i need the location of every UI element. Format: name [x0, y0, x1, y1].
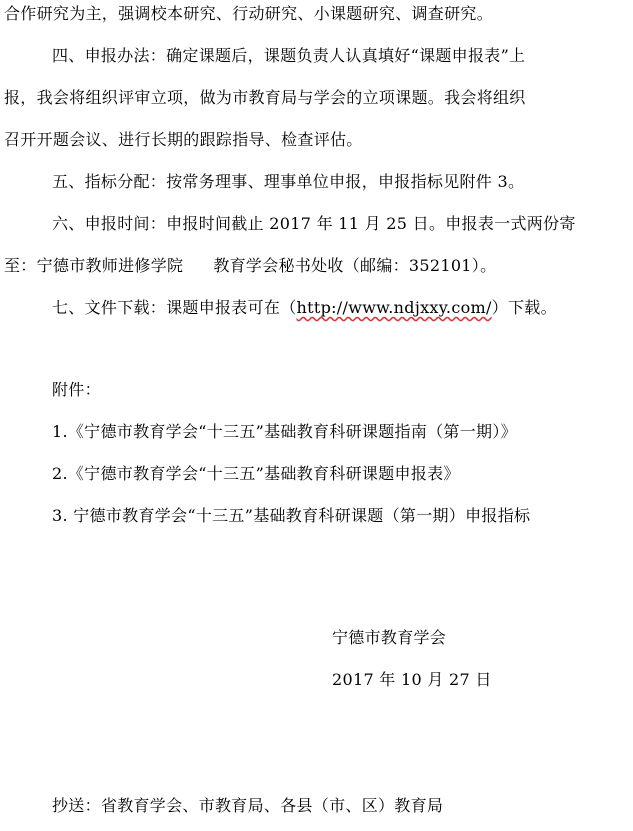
body-line-1: 合作研究为主，强调校本研究、行动研究、小课题研究、调查研究。 [4, 4, 494, 23]
body-line-3: 报，我会将组织评审立项，做为市教育局与学会的立项课题。我会将组织 [4, 88, 526, 107]
attachment-item-2: 2.《宁德市教育学会“十三五”基础教育科研课题申报表》 [52, 464, 460, 483]
signature-date: 2017 年 10 月 27 日 [332, 670, 492, 689]
section-five-quota-allocation: 五、指标分配：按常务理事、理事单位申报，申报指标见附件 3。 [52, 172, 525, 191]
download-prefix: 七、文件下载：课题申报表可在（ [52, 298, 297, 317]
attachments-label: 附件： [52, 380, 101, 399]
section-seven-file-download [52, 298, 557, 318]
send-to-recipient: 教育学会秘书处收（邮编：352101）。 [213, 256, 497, 275]
attachment-item-3: 3. 宁德市教育学会“十三五”基础教育科研课题（第一期）申报指标 [52, 506, 531, 525]
signature-organization: 宁德市教育学会 [332, 628, 447, 647]
send-to-line [4, 256, 496, 276]
attachment-item-1: 1.《宁德市教育学会“十三五”基础教育科研课题指南（第一期）》 [52, 422, 517, 441]
download-link[interactable]: http://www.ndjxxy.com/ [296, 298, 492, 317]
cc-line: 抄送：省教育学会、市教育局、各县（市、区）教育局 [52, 796, 444, 815]
download-suffix: ）下载。 [491, 298, 557, 317]
send-to-address: 至：宁德市教师进修学院 [4, 256, 184, 275]
body-line-4: 召开开题会议、进行长期的跟踪指导、检查评估。 [4, 130, 363, 149]
section-four-application-method: 四、申报办法：确定课题后，课题负责人认真填好“课题申报表”上 [52, 46, 526, 65]
section-six-application-time: 六、申报时间：申报时间截止 2017 年 11 月 25 日。申报表一式两份寄 [52, 214, 576, 233]
